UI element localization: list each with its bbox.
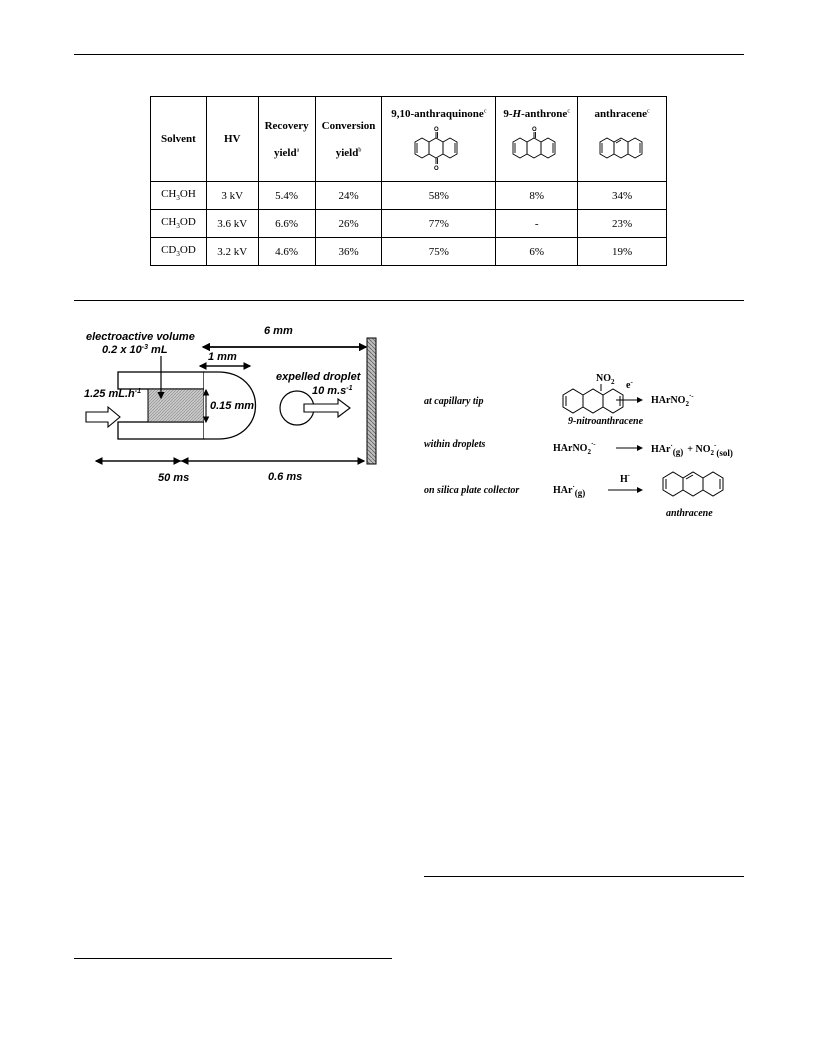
scheme-bottom-rule <box>424 876 744 877</box>
stage-silica-plate: on silica plate collector <box>424 485 520 496</box>
expelled-droplet-label: expelled droplet <box>276 371 361 383</box>
anthrone-structure-icon <box>505 126 569 170</box>
results-table <box>150 96 667 266</box>
cell-conversion: 26% <box>315 210 382 238</box>
anthraquinone-structure-icon <box>407 126 471 170</box>
cell-hv: 3.2 kV <box>206 238 258 266</box>
cell-anthrone: 8% <box>496 182 578 210</box>
electroactive-volume-label: electroactive volume <box>86 331 195 343</box>
flow-rate-label: 1.25 $mL.h^{-1}$ <box>84 388 141 400</box>
cell-recovery: 4.6% <box>258 238 315 266</box>
cell-conversion: 36% <box>315 238 382 266</box>
header-solvent: Solvent <box>151 97 207 182</box>
cell-conversion: 24% <box>315 182 382 210</box>
svg-text:O: O <box>433 127 439 133</box>
table-header-row <box>151 97 667 182</box>
cell-recovery: 6.6% <box>258 210 315 238</box>
header-anthraquinone: 9,10-anthraquinone$^c$ O O <box>382 97 496 182</box>
header-hv: HV <box>206 97 258 182</box>
anthracene-product-icon <box>663 472 723 496</box>
footnote-rule <box>74 958 392 959</box>
electroactive-volume-region <box>148 389 204 422</box>
electron-label: e- <box>626 378 633 391</box>
cell-anthraquinone: 58% <box>382 182 496 210</box>
electrospray-diagram <box>68 318 388 496</box>
diameter-label: 0.15 mm <box>210 400 255 412</box>
anthracene-label: anthracene <box>666 508 713 519</box>
header-rule <box>74 54 744 55</box>
reactant-radical-anion: HArNO$_2$·- <box>553 440 596 456</box>
cell-anthracene: 34% <box>578 182 667 210</box>
header-anthracene: anthracene$^c$ <box>578 97 667 182</box>
electroactive-volume-value: 0.2 x $10^{-3}$ mL <box>102 344 168 356</box>
cell-solvent: $CD_3OD$ <box>151 238 207 266</box>
droplet-speed-label: 10 $m.s^{-1}$ <box>312 385 353 397</box>
cell-anthraquinone: 75% <box>382 238 496 266</box>
cell-solvent: $CH_3OD$ <box>151 210 207 238</box>
table-row <box>151 238 667 266</box>
nitro-group-label: $NO_2$ <box>596 373 615 386</box>
header-anthrone: 9-H-anthrone$^c$ O <box>496 97 578 182</box>
stage-capillary-tip: at capillary tip <box>424 396 484 407</box>
hydrogen-atom-label: H· <box>620 472 631 485</box>
reaction-scheme <box>420 360 750 525</box>
svg-text:O: O <box>531 127 537 133</box>
nitroanthracene-label: 9-nitroanthracene <box>568 416 644 427</box>
table-row <box>151 182 667 210</box>
collector-plate <box>367 338 376 464</box>
flow-arrow-icon <box>86 407 120 427</box>
cell-anthracene: 19% <box>578 238 667 266</box>
table-row <box>151 210 667 238</box>
cell-anthracene: 23% <box>578 210 667 238</box>
cell-recovery: 5.4% <box>258 182 315 210</box>
cell-solvent: $CH_3OH$ <box>151 182 207 210</box>
svg-text:O: O <box>433 166 439 170</box>
section-rule <box>74 300 744 301</box>
stage-within-droplets: within droplets <box>424 439 486 450</box>
one-mm-label: 1 mm <box>208 351 237 363</box>
time-50ms-label: 50 ms <box>158 472 190 484</box>
cell-anthrone: - <box>496 210 578 238</box>
products-row-2: $HAr^\cdot(g) + NO_2^-(sol)$ <box>651 441 733 458</box>
time-0-6ms-label: 0.6 ms <box>268 471 303 483</box>
anthracene-structure-icon <box>590 126 654 170</box>
cell-anthrone: 6% <box>496 238 578 266</box>
cell-hv: 3 kV <box>206 182 258 210</box>
cell-hv: 3.6 kV <box>206 210 258 238</box>
header-recovery-yield: Recovery yield$^a$ <box>258 97 315 182</box>
six-mm-label: 6 mm <box>264 325 293 337</box>
product-radical-anion: HArNO$_2$·- <box>651 392 694 408</box>
header-conversion-yield: Conversion yield$^b$ <box>315 97 382 182</box>
nitroanthracene-structure-icon <box>563 384 623 413</box>
reactant-aryl-radical: HAr·(g) <box>553 483 586 498</box>
cell-anthraquinone: 77% <box>382 210 496 238</box>
